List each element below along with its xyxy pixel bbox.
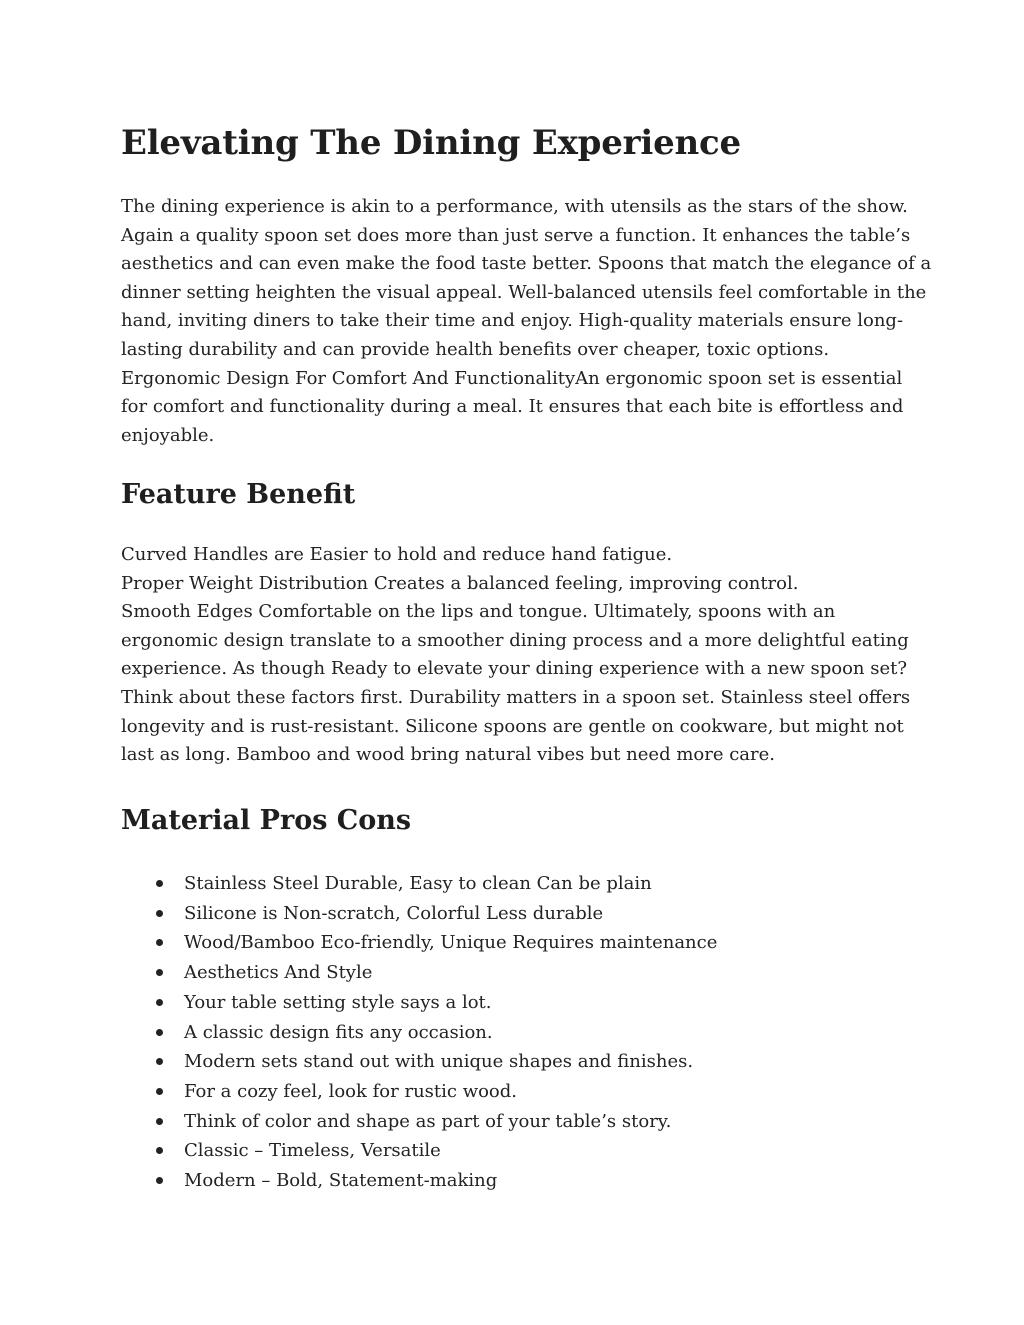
- feature-benefit-heading: Feature Benefit: [121, 479, 356, 510]
- list-item-text: Your table setting style says a lot.: [184, 991, 492, 1013]
- feature-benefit-paragraph: [121, 541, 921, 770]
- bullet-icon: [156, 1147, 163, 1154]
- list-item-text: Silicone is Non-scratch, Colorful Less durable: [184, 902, 604, 924]
- bullet-icon: [156, 1118, 163, 1125]
- bullet-icon: [156, 999, 163, 1006]
- paragraph-line: aesthetics and can even make the food taste better. Spoons that match the elegance of a: [121, 253, 932, 275]
- paragraph-line: Think about these factors first. Durability matters in a spoon set. Stainless steel offers: [121, 686, 911, 708]
- list-item: [121, 1107, 717, 1137]
- bullet-icon: [156, 880, 163, 887]
- paragraph-line: enjoyable.: [121, 424, 215, 446]
- material-bullet-list: [121, 869, 717, 1196]
- paragraph-line: ergonomic design translate to a smoother dining process and a more delightful eating: [121, 629, 909, 651]
- list-item: [121, 869, 717, 899]
- list-item-text: A classic design fits any occasion.: [184, 1021, 493, 1043]
- list-item-text: Modern – Bold, Statement-making: [184, 1170, 498, 1192]
- bullet-icon: [156, 910, 163, 917]
- list-item-text: Think of color and shape as part of your table’s story.: [184, 1110, 672, 1132]
- paragraph-line: The dining experience is akin to a performance, with utensils as the stars of the show.: [121, 196, 908, 217]
- intro-paragraph: [121, 193, 932, 450]
- list-item: [121, 1047, 717, 1077]
- list-item: [121, 988, 717, 1018]
- page-title: Elevating The Dining Experience: [121, 123, 741, 163]
- bullet-icon: [156, 1088, 163, 1095]
- list-item-text: Modern sets stand out with unique shapes and finishes.: [184, 1051, 694, 1073]
- list-item: [121, 899, 717, 929]
- paragraph-line: Ergonomic Design For Comfort And FunctionalityAn ergonomic spoon set is essential: [121, 367, 903, 389]
- bullet-icon: [156, 1177, 163, 1184]
- bullet-icon: [156, 969, 163, 976]
- paragraph-line: last as long. Bamboo and wood bring natural vibes but need more care.: [121, 744, 775, 766]
- list-item: [121, 1018, 717, 1048]
- list-item-text: For a cozy feel, look for rustic wood.: [184, 1080, 518, 1102]
- list-item: [121, 928, 717, 958]
- list-item: [121, 1077, 717, 1107]
- paragraph-line: longevity and is rust-resistant. Silicone spoons are gentle on cookware, but might not: [121, 715, 904, 737]
- material-pros-cons-heading: Material Pros Cons: [121, 805, 412, 836]
- bullet-icon: [156, 939, 163, 946]
- paragraph-line: Proper Weight Distribution Creates a balanced feeling, improving control.: [121, 572, 799, 594]
- paragraph-line: experience. As though Ready to elevate your dining experience with a new spoon set?: [121, 658, 908, 680]
- bullet-icon: [156, 1029, 163, 1036]
- list-item-text: Stainless Steel Durable, Easy to clean Can be plain: [184, 873, 652, 894]
- paragraph-line: Smooth Edges Comfortable on the lips and tongue. Ultimately, spoons with an: [121, 601, 836, 623]
- list-item: [121, 1166, 717, 1196]
- paragraph-line: dinner setting heighten the visual appeal. Well-balanced utensils feel comfortable in the: [121, 281, 927, 303]
- paragraph-line: hand, inviting diners to take their time and enjoy. High-quality materials ensure long-: [121, 310, 904, 332]
- paragraph-line: lasting durability and can provide health benefits over cheaper, toxic options.: [121, 338, 830, 360]
- list-item-text: Aesthetics And Style: [184, 962, 373, 984]
- paragraph-line: for comfort and functionality during a meal. It ensures that each bite is effortless and: [121, 396, 904, 418]
- list-item: [121, 1136, 717, 1166]
- paragraph-line: Again a quality spoon set does more than just serve a function. It enhances the table’s: [121, 224, 911, 246]
- list-item: [121, 958, 717, 988]
- paragraph-line: Curved Handles are Easier to hold and reduce hand fatigue.: [121, 544, 673, 565]
- bullet-icon: [156, 1058, 163, 1065]
- list-item-text: Wood/Bamboo Eco-friendly, Unique Requires maintenance: [184, 932, 718, 954]
- list-item-text: Classic – Timeless, Versatile: [184, 1140, 441, 1162]
